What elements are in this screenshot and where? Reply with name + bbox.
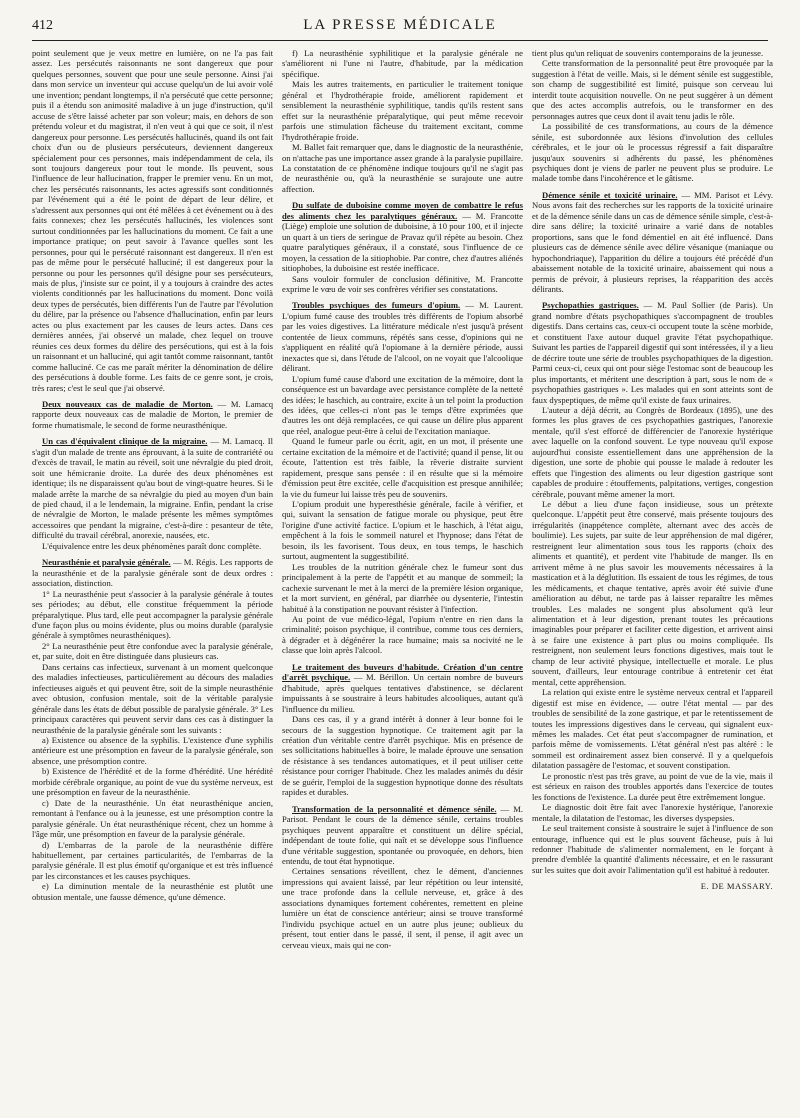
column-1: [32, 48, 273, 1110]
paragraph: L'opium fumé cause d'abord une excitation de la mémoire, dont la conséquence est un bavardage avec persistance complète de la netteté des idées; le haschich, au contraire, excite à un tel point la production des idées, que celles-ci n'ont pas le temps d'être exprimées que d'autres les ont déjà remplacées, ce qui cause un délire plus apparent que réel, analogue peut-être à celui de l'excitation maniaque.: [282, 373, 523, 436]
paragraph: Le diagnostic doit être fait avec l'anorexie hystérique, l'anorexie mentale, la dilatation de l'estomac, les diverses dyspepsies.: [532, 802, 773, 823]
paragraph: L'opium produit une hyperesthésie générale, facile à vérifier, et qui, suivant la sensation de fatigue morale ou physique, peut être l'origine d'une activité factice. L'opium et le haschich, à l'état aigu, empêchent à la fois le sommeil naturel et l'hypnose; dans l'état de besoin, ils les favorisent. Tous deux, en tous temps, le haschich surtout, augmentent la suggestibilité.: [282, 499, 523, 562]
section-title: Psychopathies gastriques.: [542, 300, 639, 311]
paragraph: Dans certains cas infectieux, survenant à un moment quelconque des maladies infectieuses, particulièrement au décours des maladies infectieuses aiguës et qui peuvent être, soit de la simple neurasthénie avec obtusion, confusion mentale, soit de la véritable paralysie générale dans les états de début possible de paralysie générale. 3° Les principaux caractères qui peuvent servir dans ces cas à distinguer la neurasthénie de la paralysie générale sont les suivants :: [32, 661, 273, 735]
column-2: [282, 48, 523, 1110]
section-title: Transformation de la personnalité et démence sénile.: [292, 803, 497, 814]
paragraph: L'équivalence entre les deux phénomènes paraît donc complète.: [42, 540, 262, 551]
paragraph: 1° La neurasthénie peut s'associer à la paralysie générale à toutes ses périodes; au début, elle constitue fréquemment la période préparalytique. Plus tard, elle peut accompagner la paralysie générale d'une façon plus ou moins évidente, plus ou moins durable (paralysie générale à symptômes neurasthéniques).: [32, 588, 273, 641]
article-columns: [32, 48, 774, 1110]
section-paragraph: [32, 436, 273, 541]
paragraph: La possibilité de ces transformations, au cours de la démence sénile, est subordonnée aux lésions d'involution des cellules cérébrales, et le jour où le processus régressif a fait disparaître jusqu'aux souvenirs si adhérents du passé, les phénomènes psychiques dont je viens de parler ne peuvent plus se produire. Le malade tombe dans l'incohérence et le gâtisme.: [532, 121, 773, 184]
column-3: [532, 48, 773, 1110]
paragraph: La relation qui existe entre le système nerveux central et l'appareil digestif est mise en évidence, — outre l'état mental — par des troubles de sensibilité de la zone gastrique, et par le retentissement de toutes les impressions digestives dans le cerveau, qui signalent eux-mêmes les malades. Cet état peut s'accompagner de rumination, et parfois même de vomissements. L'état général n'est pas altéré : le sommeil est ordinairement assez bien conservé. Il y a quelquefois dilatation passagère de l'estomac, et souvent constipation.: [532, 687, 773, 771]
paragraph: Le seul traitement consiste à soustraire le sujet à l'influence de son entourage, influence qui est le plus souvent fâcheuse, puis à lui redonner l'habitude de s'alimenter normalement, en le forçant à prendre d'emblée la quantité d'aliments nécessaire, et en le rassurant sur les suites que doit avoir l'alimentation qu'il est habitué à redouter.: [532, 823, 773, 875]
paragraph-text: — M. Lamacq. Il s'agit d'un malade de trente ans éprouvant, à la suite de contrariété ou d'excès de travail, le matin au réveil, soit une névralgie du pied droit, soit une hémicranie droite. La durée des deux phénomènes est identique; ils ne disparaissent qu'au bout de vingt-quatre heures. Si le malade arrête la marche de sa névralgie du pied au moyen d'un bain de pied chaud, il a le lendemain, la migraine. Enfin, pendant la crise de névralgie de Morton, le malade présente les mêmes symptômes accessoires que pendant la migraine, c'est-à-dire : pesanteur de tête, difficulté du travail cérébral, anorexie, nausées, etc.: [32, 436, 273, 541]
section-title: Démence sénile et toxicité urinaire.: [542, 189, 678, 200]
paragraph: M. Ballet fait remarquer que, dans le diagnostic de la neurasthénie, on n'attache pas une importance assez grande à la paralysie pupillaire. La constatation de ce phénomène indique toujours qu'il ne s'agit pas de neurasthénie ou, qu'à la neurasthénie se surajoute une autre affection.: [282, 142, 523, 194]
section-paragraph: [282, 662, 523, 714]
paragraph: Cette transformation de la personnalité peut être provoquée par la suggestion à l'état de veille. Mais, si le dément sénile est suggestible, son champ de suggestibilité est limité, puisque son cerveau lui interdit toute acquisition nouvelle. On ne peut suggérer à un dément que des actes accomplis autrefois, ou le transformer en des personnages autres que ceux dont il avait tenu jadis le rôle.: [532, 58, 773, 121]
paragraph: tient plus qu'un reliquat de souvenirs contemporains de la jeunesse.: [532, 48, 764, 58]
section-title: Deux nouveaux cas de maladie de Morton.: [42, 398, 213, 409]
paragraph: Le pronostic n'est pas très grave, au point de vue de la vie, mais il est sérieux en raison des troubles apportés dans l'exercice de toutes les fonctions de l'existence. La durée peut être extrêmement longue.: [532, 770, 773, 802]
paragraph: Quand le fumeur parle ou écrit, agit, en un mot, il présente une certaine excitation de la mémoire et de l'activité; quand il pense, lit ou écoute, l'attention est très faible, la rêverie distraite survient rapidement, presque sans pensée : il en résulte que si la mémoire d'émission peut être excitée, celle d'acquisition est presque annihilée; la vie du fumeur lui laisse très peu de souvenirs.: [282, 436, 523, 499]
paragraph: a) Existence ou absence de la syphilis. L'existence d'une syphilis antérieure est une présomption en faveur de la paralysie générale, son absence, une présomption contre.: [32, 735, 273, 766]
journal-title: LA PRESSE MÉDICALE: [303, 17, 497, 33]
paragraph: f) La neurasthénie syphilitique et la paralysie générale ne s'améliorent ni l'une ni l'autre, d'habitude, par la médication spécifique.: [282, 48, 523, 79]
paragraph: b) Existence de l'hérédité et de la forme d'hérédité. Une hérédité morbide cérébrale organique, au point de vue du système nerveux, est une présomption en faveur de la neurasthénie.: [32, 766, 273, 798]
author-signature: E. DE MASSARY.: [700, 881, 773, 892]
paragraph: point seulement que je veux mettre en lumière, on ne l'a pas fait assez. Les persécutés raisonnants ne sont dangereux que pour quelques personnes, souvent que pour une seule personne. Ainsi j'ai dans mon service un inventeur qui accuse quelqu'un de lui avoir volé une invention; pendant longtemps, il n'a persécuté que cette personne; puis il a étendu son animosité maladive à un juge d'instruction, qu'il accuse de s'être laissé acheter par son voleur; mais, en dehors de son prétendu voleur et du magistrat, il n'en veut à qui que ce soit, il n'est dangereux pour personne. Les persécutés hallucinés, quand ils ont fait choix d'un ou de plusieurs persécuteurs, deviennent dangereux spécialement pour ces personnes, mais indépendamment de cela, ils sont toujours dangereux pour tout le monde. Ils peuvent, sous l'influence de leur hallucination, frapper le premier venu. En un mot, chez les persécutés raisonnants, les actes agressifs sont conditionnés par l'événement qui a été le point de départ de leur délire, et s'adressent aux personnes qui ont été mêlées à cet événement ou à des faits connexes; chez les persécutés hallucinés, les violences sont surtout conditionnées par les hallucinations du moment. Ce fait a une importance pratique; on peut savoir à l'avance quelles sont les personnes, pour qui le persécuté raisonnant est dangereux. Il n'en est pas de même pour le persécuté halluciné; il est dangereux pour la personne ou pour les personnes qu'il désigne pour ses persécuteurs, mais de plus, j'insiste sur ce point, il y a toujours à craindre des actes violents conditionnés par les hallucinations du moment. Donc voilà deux types de persécutés, bien différents l'un de l'autre par l'évolution du délire, par la présence ou l'absence d'hallucination, enfin par leurs actes ou plus exactement par les causes de leurs actes. Dans ces dernières années, j'ai observé un malade, chez lequel on trouve réunies ces deux formes du délire des persécutions, qui est à la fois un raisonnant et un halluciné, qui agit tantôt comme raisonnant, tantôt comme halluciné. Ce cas me paraît mériter la dénomination de délire des persécutions à double forme. Les faits de ce genre sont, je crois, très rares; c'est le seul que j'ai observé.: [32, 48, 273, 393]
section-paragraph: [282, 200, 523, 273]
paragraph: Au point de vue médico-légal, l'opium n'entre en rien dans la criminalité; poison psychique, il contribue, comme tous ces derniers, à dégrader et à dégénérer la race humaine; mais sa nocivité ne le classe que loin après l'alcool.: [282, 614, 523, 656]
paragraph-text: — MM. Parisot et Lévy. Nous avons fait des recherches sur les rapports de la toxicité urinaire et de la démence sénile dans un cas de démence sénile simple, c'est-à-dire sans délire; la toxicité urinaire a varié dans de notables proportions, sans que le fond démentiel en ait été influencé. Dans plusieurs cas de démence sénile avec délire vésanique (maniaque ou hypochondriaque), l'apparition du délire a toujours été précédé d'un abaissement notable de la toxicité urinaire, abaissement qui nous a permis de prévoir, à plusieurs reprises, la réapparition des accès délirants.: [532, 189, 773, 294]
section-paragraph: [282, 804, 523, 867]
paragraph: c) Date de la neurasthénie. Un état neurasthénique ancien, remontant à l'enfance ou à la jeunesse, est une présomption contre la paralysie générale. Un état neurasthénique récent, chez un homme à l'âge mûr, une présomption en faveur de la paralysie générale.: [32, 797, 273, 840]
paragraph: Mais les autres traitements, en particulier le traitement tonique général et l'hydrothérapie froide, améliorent rapidement et sensiblement la neurasthénie syphilitique, tandis qu'ils restent sans effet sur la neurasthénie préparalytique, qui peut même recevoir parfois une stimulation fâcheuse du traitement excitant, comme l'hydrothérapie froide.: [282, 79, 523, 142]
paragraph-text: — M. Bérillon. Un certain nombre de buveurs d'habitude, après quelques tentatives d'abstinence, se déclarent impuissants à se soustraire à leurs habitudes alcooliques, autant qu'à l'influence du milieu.: [282, 672, 523, 714]
paragraph: e) La diminution mentale de la neurasthénie est plutôt une obtusion mentale, une fausse démence, qu'une démence.: [32, 881, 273, 902]
paragraph-text: — M. Régis. Les rapports de la neurasthénie et de la paralysie générale sont de deux ordres : association, distinction.: [32, 557, 273, 589]
section-paragraph: [532, 190, 773, 295]
paragraph-text: — M. Parisot. Pendant le cours de la démence sénile, certains troubles psychiques peuvent apparaître et constituent un délire spécial, indépendant de toute folie, qui naît et se développe sous l'influence d'une véritable suggestion, spontanée ou provoquée, en dehors, bien entendu, de tout état hypnotique.: [282, 803, 523, 866]
section-title: Le traitement des buveurs d'habitude. Création d'un centre d'arrêt psychique.: [282, 661, 523, 683]
paragraph: 2° La neurasthénie peut être confondue avec la paralysie générale, et, par suite, doit en être distinguée dans plusieurs cas.: [32, 640, 273, 662]
section-title: Du sulfate de duboisine comme moyen de combattre le refus des aliments chez les paralytiques généraux.: [282, 200, 523, 221]
paragraph-text: — M. Lamacq rapporte deux nouveaux cas de maladie de Morton, le premier de forme rhumatismale, le second de forme neurasthénique.: [32, 398, 273, 430]
section-paragraph: [32, 399, 273, 430]
section-title: Troubles psychiques des fumeurs d'opium.: [292, 300, 461, 311]
page-number: 412: [32, 18, 53, 33]
paragraph: Les troubles de la nutrition générale chez le fumeur sont dus principalement à la perte de l'appétit et au manque de sommeil; la cachexie survenant le met à la merci de la première lésion organique, et la mort survient, en général, par diarrhée ou dysenterie, l'intestin habitué à la constipation ne pouvant résister à l'infection.: [282, 561, 523, 614]
paragraph: Certaines sensations réveillent, chez le dément, d'anciennes impressions qui avaient laissé, par leur répétition ou leur intensité, une trace profonde dans la cellule nerveuse, et, grâce à des associations dynamiques fortement cohérentes, remettent en pleine lumière un état de conscience antérieur; ainsi se trouve transformé l'individu psychique actuel en un autre plus jeune; oublieux du présent, tout entier dans le passé, il sent, il pense, il agit avec un cerveau vieux, mais qui ne con-: [282, 866, 523, 950]
paragraph: L'auteur a déjà décrit, au Congrès de Bordeaux (1895), une des formes les plus graves de ces psychopathies gastriques, l'anorexie mentale, qu'il s'est efforcé de différencier de l'anorexie hystérique avec laquelle on la confond souvent. Le type nouveau qu'il expose aujourd'hui consiste essentiellement dans une appréhension de la digestion, une sorte de phobie qui pousse le malade à redouter les effets que l'ingestion des aliments ou leur digestion gastrique sont capables de produire : étouffements, palpitations, vertiges, congestion cérébrale, pouvant même amener la mort.: [532, 404, 773, 499]
paragraph: Sans vouloir formuler de conclusion définitive, M. Francotte exprime le vœu de voir ses confrères vérifier ses constatations.: [282, 273, 523, 294]
page-header: [32, 14, 768, 41]
paragraph: d) L'embarras de la parole de la neurasthénie diffère habituellement, par certaines particularités, de l'embarras de la paralysie générale. Il est plus émotif qu'organique et est très influencé par les circonstances et les causes psychiques.: [32, 839, 273, 881]
paragraph: Dans ces cas, il y a grand intérêt à donner à leur bonne foi le secours de la suggestion hypnotique. Ce traitement agit par la création d'un véritable centre d'arrêt psychique. Mis en présence de ses sollicitations habituelles à boire, le malade éprouve une sensation de résistance à ses tendances automatiques, et il peut utiliser cette résistance pour corriger l'habitude. Chez les malades animés du désir de se guérir, l'emploi de la suggestion hypnotique donne des résultats rapides et durables.: [282, 714, 523, 798]
paragraph-text: — M. Laurent. L'opium fumé cause des troubles très différents de l'opium absorbé par les voies digestives. La littérature médicale n'est jusqu'à présent contentée de lieux communs, répétés sans cesse, d'opinions qui ne s'appliquent en réalité qu'à l'opiomane à la dernière période, aussi inexactes que si, dans l'étude de l'alcool, on ne voyait que l'alcoolique délirant.: [282, 300, 523, 374]
paragraph-text: — M. Francotte (Liège) emploie une solution de duboisine, à 10 pour 100, et il injecte un quart à un tiers de seringue de Pravaz qu'il répète au besoin. Chez quatre paralytiques généraux, il a constaté, sous l'influence de ce moyen, la cessation de la sitiophobie. Par contre, chez d'autres aliénés sitiophobes, la duboisine est restée inefficace.: [282, 210, 523, 274]
section-title: Neurasthénie et paralysie générale.: [42, 557, 171, 568]
section-paragraph: [282, 300, 523, 373]
section-title: Un cas d'équivalent clinique de la migraine.: [42, 436, 208, 447]
section-paragraph: [32, 557, 273, 588]
paragraph-text: — M. Paul Sollier (de Paris). Un grand nombre d'états psychopathiques s'accompagnent de troubles digestifs. Dans certains cas, ceux-ci occupent toute la scène morbide, et constituent l'axe autour duquel gravite l'état psychopathique. Suivant les parties de l'appareil digestif qui sont intéressées, il y a lieu de décrire toute une série de troubles psychopathiques de la digestion. Parmi ceux-ci, ceux qui ont pour siège l'estomac sont de beaucoup les plus importants, et méritent une description à part, sous le nom de « psychopathies gastriques ». Les malades qui en sont atteints sont de faux dyspeptiques, de même qu'il existe de faux urinaires.: [532, 300, 773, 405]
paragraph: Le début a lieu d'une façon insidieuse, sous un prétexte quelconque. L'appétit peut être conservé, mais présente toujours des irrégularités (inappétence complète, alternant avec des accès de boulimie). Les sujets, par suite de leur appréhension de mal digérer, restreignent leur alimentation sous tous les rapports (choix des aliments et quantité), et perdent vite l'habitude de manger. Ils en arrivent même à ne plus savoir les mouvements nécessaires à la mastication et à la déglutition. Ils essaient de tous les régimes, de tous les médicaments, et chaque tentative, après avoir été suivie d'une amélioration au début, ne tarde pas à laisser reparaître les mêmes troubles. Les malades ne songent plus absolument qu'à leur alimentation et à leur digestion, prenant toutes les précautions imaginables pour préparer et faciliter cette digestion, et arrivent ainsi à se faire une existence à part plus ou moins compliquée. Ils restreignent, non seulement leurs fonctions digestives, mais tout le champ de leur activité physique, intellectuelle et morale. Le plus souvent, d'ailleurs, leur entourage contribue à entretenir cet état mental, cette appréhension.: [532, 499, 773, 687]
section-paragraph: [532, 300, 773, 405]
